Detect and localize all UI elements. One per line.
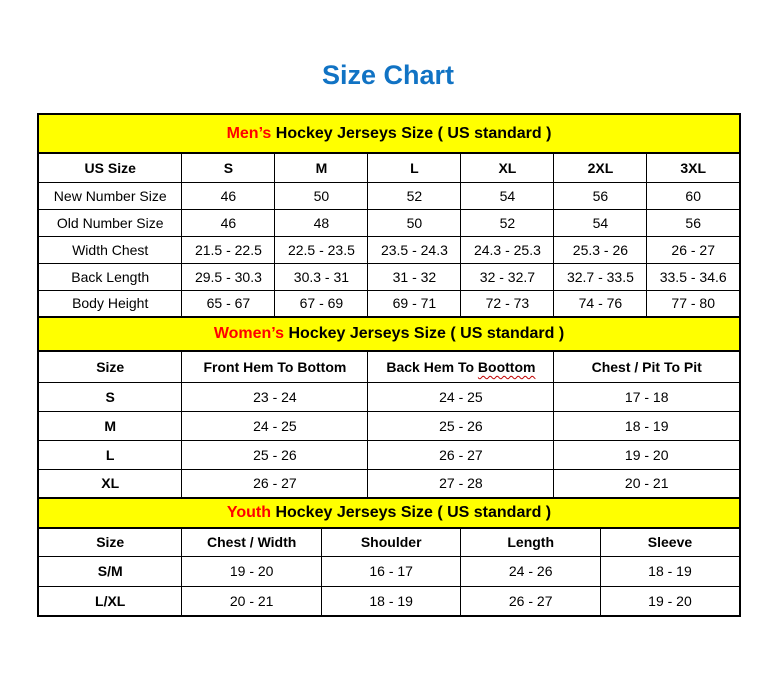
size-value-cell: 72 - 73: [461, 290, 554, 317]
row-label: Width Chest: [38, 236, 182, 263]
size-value-cell: 30.3 - 31: [275, 263, 368, 290]
row-label: S/M: [38, 556, 182, 586]
size-value-cell: 24 - 25: [182, 411, 368, 440]
size-value-cell: 18 - 19: [600, 556, 740, 586]
womens-section-title-rest: Hockey Jerseys Size ( US standard ): [284, 325, 565, 342]
size-value-cell: 69 - 71: [368, 290, 461, 317]
size-value-cell: 23 - 24: [182, 382, 368, 411]
size-value-cell: 54: [461, 182, 554, 209]
womens-section-title: [38, 317, 740, 351]
size-value-cell: 33.5 - 34.6: [647, 263, 740, 290]
row-label: L: [38, 440, 182, 469]
mens-col-header-2xl: 2XL: [554, 153, 647, 182]
size-value-cell: 19 - 20: [554, 440, 740, 469]
womens-col-header-front-hem: Front Hem To Bottom: [182, 351, 368, 382]
size-value-cell: 52: [368, 182, 461, 209]
size-value-cell: 32 - 32.7: [461, 263, 554, 290]
mens-section-title: [38, 114, 740, 153]
mens-col-header-xl: XL: [461, 153, 554, 182]
youth-col-header-size: Size: [38, 528, 182, 556]
size-value-cell: 32.7 - 33.5: [554, 263, 647, 290]
size-value-cell: 26 - 27: [647, 236, 740, 263]
size-value-cell: 50: [368, 209, 461, 236]
row-label: S: [38, 382, 182, 411]
youth-section-title: [38, 498, 740, 528]
size-value-cell: 16 - 17: [321, 556, 461, 586]
table-row: [38, 411, 740, 440]
table-row: [38, 469, 740, 498]
mens-section-title-highlight: Men’s: [226, 124, 272, 142]
size-value-cell: 18 - 19: [321, 586, 461, 616]
page-title: Size Chart: [321, 60, 455, 90]
table-row: [38, 440, 740, 469]
back-hem-label-prefix: Back Hem To: [386, 358, 478, 375]
mens-size-table: [37, 113, 741, 318]
size-value-cell: 21.5 - 22.5: [182, 236, 275, 263]
mens-col-header-us-size: US Size: [38, 153, 182, 182]
mens-section-title-rest: Hockey Jerseys Size ( US standard ): [271, 124, 552, 142]
size-value-cell: 22.5 - 23.5: [275, 236, 368, 263]
mens-section-band: [38, 114, 740, 153]
womens-section-title-highlight: Women’s: [213, 325, 285, 342]
size-value-cell: 19 - 20: [182, 556, 322, 586]
womens-col-header-chest: Chest / Pit To Pit: [554, 351, 740, 382]
table-row: [38, 209, 740, 236]
mens-col-header-m: M: [275, 153, 368, 182]
size-value-cell: 17 - 18: [554, 382, 740, 411]
size-value-cell: 26 - 27: [461, 586, 601, 616]
table-row: [38, 182, 740, 209]
womens-col-header-back-hem: [368, 351, 554, 382]
size-value-cell: 56: [554, 182, 647, 209]
youth-section-band: [38, 498, 740, 528]
womens-size-table: [37, 316, 741, 499]
size-value-cell: 19 - 20: [600, 586, 740, 616]
youth-section-title-rest: Hockey Jerseys Size ( US standard ): [271, 504, 552, 521]
size-value-cell: 25.3 - 26: [554, 236, 647, 263]
size-value-cell: 29.5 - 30.3: [182, 263, 275, 290]
row-label: L/XL: [38, 586, 182, 616]
size-value-cell: 20 - 21: [554, 469, 740, 498]
youth-col-header-shoulder: Shoulder: [321, 528, 461, 556]
youth-section-title-highlight: Youth: [226, 504, 271, 521]
youth-col-header-length: Length: [461, 528, 601, 556]
size-value-cell: 27 - 28: [368, 469, 554, 498]
back-hem-misspelled-word: Boottom: [477, 358, 536, 375]
row-label: M: [38, 411, 182, 440]
size-value-cell: 25 - 26: [182, 440, 368, 469]
mens-col-header-3xl: 3XL: [647, 153, 740, 182]
size-value-cell: 74 - 76: [554, 290, 647, 317]
table-row: [38, 586, 740, 616]
size-value-cell: 56: [647, 209, 740, 236]
youth-size-table: [37, 497, 741, 617]
mens-header-row: [38, 153, 740, 182]
size-value-cell: 26 - 27: [182, 469, 368, 498]
table-row: [38, 290, 740, 317]
table-row: [38, 556, 740, 586]
size-chart: [37, 113, 741, 617]
size-value-cell: 77 - 80: [647, 290, 740, 317]
mens-col-header-s: S: [182, 153, 275, 182]
row-label: Old Number Size: [38, 209, 182, 236]
womens-header-row: [38, 351, 740, 382]
table-row: [38, 236, 740, 263]
youth-header-row: [38, 528, 740, 556]
row-label: New Number Size: [38, 182, 182, 209]
size-value-cell: 24 - 26: [461, 556, 601, 586]
size-value-cell: 60: [647, 182, 740, 209]
size-value-cell: 46: [182, 182, 275, 209]
row-label: Back Length: [38, 263, 182, 290]
mens-col-header-l: L: [368, 153, 461, 182]
size-value-cell: 50: [275, 182, 368, 209]
table-row: [38, 263, 740, 290]
row-label: XL: [38, 469, 182, 498]
size-value-cell: 20 - 21: [182, 586, 322, 616]
size-value-cell: 54: [554, 209, 647, 236]
youth-col-header-sleeve: Sleeve: [600, 528, 740, 556]
row-label: Body Height: [38, 290, 182, 317]
table-row: [38, 382, 740, 411]
size-value-cell: 18 - 19: [554, 411, 740, 440]
size-value-cell: 24.3 - 25.3: [461, 236, 554, 263]
youth-col-header-chest-width: Chest / Width: [182, 528, 322, 556]
size-value-cell: 52: [461, 209, 554, 236]
womens-section-band: [38, 317, 740, 351]
size-value-cell: 65 - 67: [182, 290, 275, 317]
size-value-cell: 26 - 27: [368, 440, 554, 469]
size-value-cell: 24 - 25: [368, 382, 554, 411]
size-value-cell: 25 - 26: [368, 411, 554, 440]
size-value-cell: 46: [182, 209, 275, 236]
womens-col-header-size: Size: [38, 351, 182, 382]
size-value-cell: 31 - 32: [368, 263, 461, 290]
size-value-cell: 67 - 69: [275, 290, 368, 317]
size-value-cell: 48: [275, 209, 368, 236]
size-value-cell: 23.5 - 24.3: [368, 236, 461, 263]
